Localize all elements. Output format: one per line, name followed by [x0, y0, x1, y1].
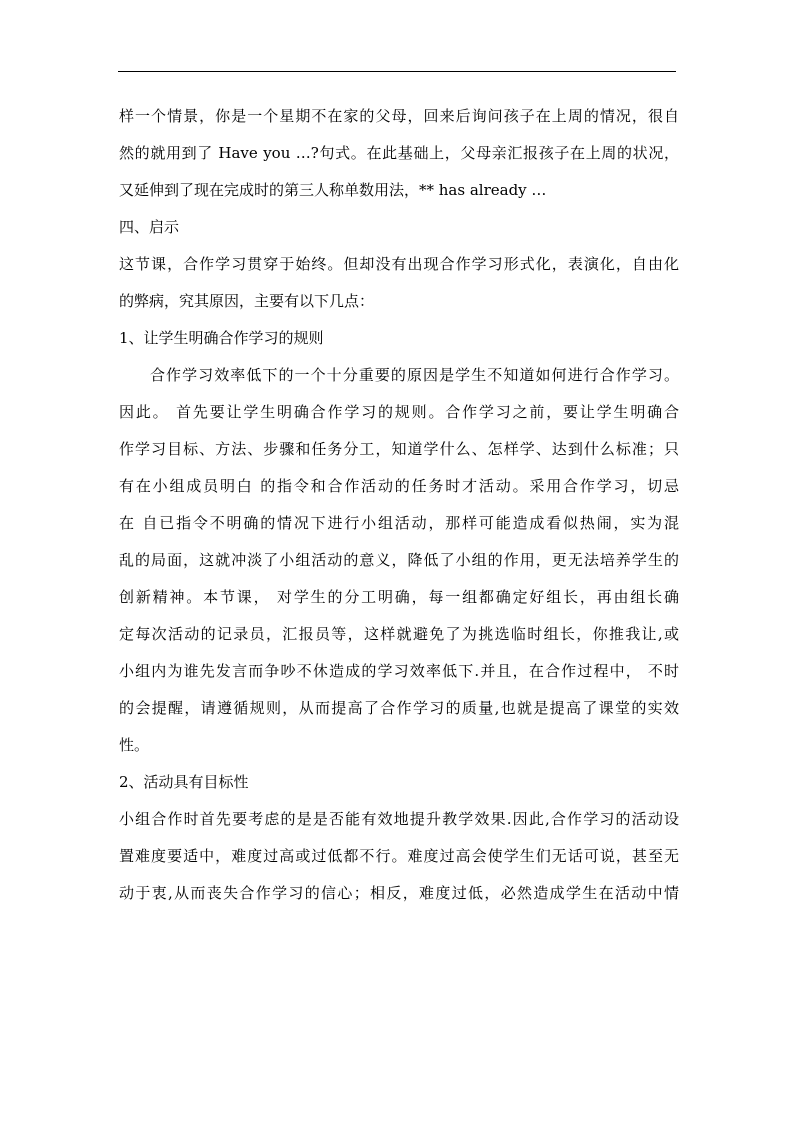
paragraph-line: 合作学习效率低下的一个十分重要的原因是学生不知道如何进行合作学习。 — [150, 366, 679, 384]
paragraph-line: 的弊病，究其原因，主要有以下几点： — [119, 292, 375, 310]
paragraph-line: 在 自已指令不明确的情况下进行小组活动，那样可能造成看似热闹，实为混 — [119, 514, 679, 532]
paragraph-line: 因此。 首先要让学生明确合作学习的规则。合作学习之前，要让学生明确合 — [119, 403, 679, 421]
paragraph-line: 的会提醒，请遵循规则，从而提高了合作学习的质量,也就是提高了课堂的实效 — [119, 699, 679, 717]
paragraph-line: 置难度要适中，难度过高或过低都不行。难度过高会使学生们无话可说，甚至无 — [119, 847, 679, 865]
document-body — [119, 98, 679, 912]
paragraph-line: 小组内为谁先发言而争吵不休造成的学习效率低下.并且，在合作过程中， 不时 — [119, 662, 679, 680]
paragraph-line: 创新精神。本节课， 对学生的分工明确，每一组都确定好组长，再由组长确 — [119, 588, 679, 606]
header-rule — [118, 71, 676, 72]
paragraph-line: 又延伸到了现在完成时的第三人称单数用法，** has already … — [119, 181, 547, 199]
paragraph-line: 性。 — [119, 736, 150, 754]
paragraph-line: 然的就用到了 Have you …?句式。在此基础上，父母亲汇报孩子在上周的状况， — [119, 144, 679, 162]
section-heading: 四、启示 — [119, 218, 180, 236]
paragraph-line: 乱的局面，这就冲淡了小组活动的意义，降低了小组的作用，更无法培养学生的 — [119, 551, 679, 569]
paragraph-line: 样一个情景，你是一个星期不在家的父母，回来后询问孩子在上周的情况，很自 — [119, 107, 679, 125]
paragraph-line: 动于衷,从而丧失合作学习的信心；相反，难度过低，必然造成学生在活动中情 — [119, 884, 679, 902]
paragraph-line: 有在小组成员明白 的指令和合作活动的任务时才活动。采用合作学习，切忌 — [119, 477, 679, 495]
subsection-heading: 1、让学生明确合作学习的规则 — [119, 329, 324, 347]
paragraph-line: 这节课，合作学习贯穿于始终。但却没有出现合作学习形式化，表演化，自由化 — [119, 255, 679, 273]
subsection-heading: 2、活动具有目标性 — [119, 773, 249, 791]
paragraph-line: 作学习目标、方法、步骤和任务分工，知道学什么、怎样学、达到什么标准；只 — [119, 440, 679, 458]
paragraph-line: 定每次活动的记录员，汇报员等，这样就避免了为挑选临时组长，你推我让,或 — [119, 625, 679, 643]
paragraph-line: 小组合作时首先要考虑的是是否能有效地提升教学效果.因此,合作学习的活动设 — [119, 810, 679, 828]
